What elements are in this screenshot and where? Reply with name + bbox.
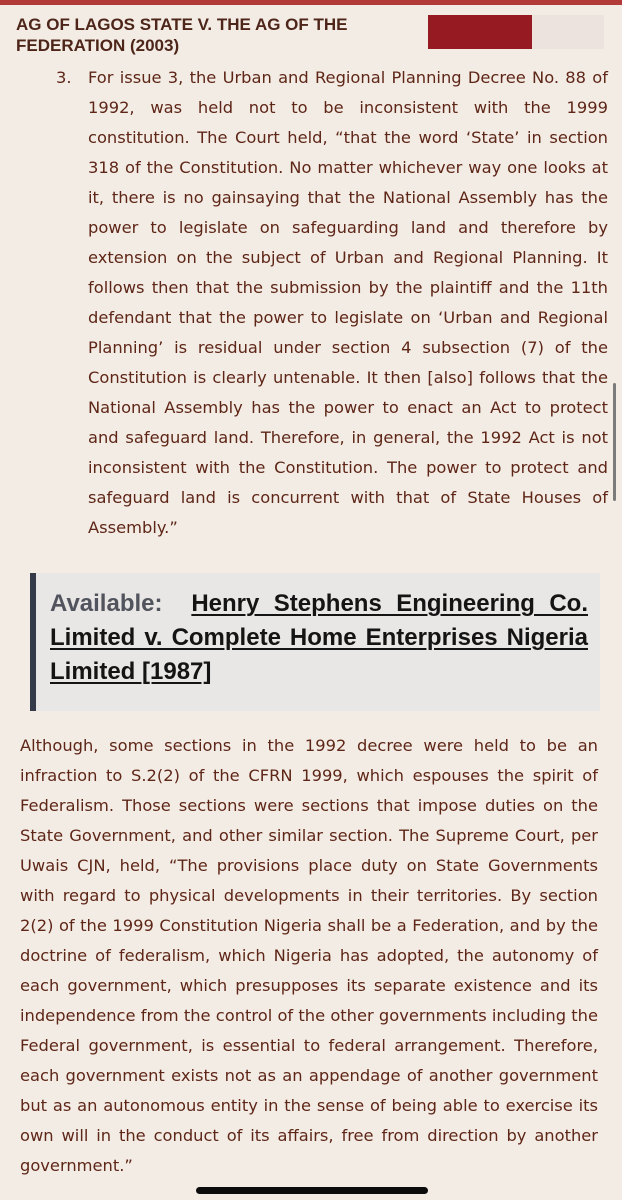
header-action-button[interactable]: [428, 15, 532, 49]
list-item: [56, 63, 608, 543]
article-header: [0, 5, 622, 57]
callout-text: [50, 587, 588, 689]
case-citation-link[interactable]: Henry Stephens Engineering Co. Limited v. Complete Home Enterprises Nigeria Limited [1987]: [50, 590, 588, 685]
home-indicator[interactable]: [196, 1187, 428, 1194]
numbered-list: [56, 63, 608, 543]
page-title: AG OF LAGOS STATE V. THE AG OF THE FEDERATION (2003): [16, 15, 348, 55]
available-callout: [30, 573, 600, 711]
callout-accent-bar: [30, 573, 36, 711]
header-action-group: [428, 15, 604, 49]
list-item-number: 3.: [56, 68, 72, 87]
callout-label: Available:: [50, 590, 163, 617]
body-paragraph: Although, some sections in the 1992 decree were held to be an infraction to S.2(2) of the CFRN 1999, which espouses the spirit of Federalism. Those sections were sections that impose duties on the State Government, and other similar section. The Supreme Court, per Uwais CJN, held, “The provisions place duty on State Governments with regard to physical developments in their territories. By section 2(2) of the 1999 Constitution Nigeria shall be a Federation, and by the doctrine of federalism, which Nigeria has adopted, the autonomy of each government, which presupposes its separate existence and its independence from the control of the other governments including the Federal government, is essential to federal arrangement. Therefore, each government exists not as an appendage of another government but as an autonomous entity in the sense of being able to exercise its own will in the conduct of its affairs, free from direction by another government.”: [20, 736, 598, 1175]
list-item-text: For issue 3, the Urban and Regional Planning Decree No. 88 of 1992, was held not to be inconsistent with the 1999 constitution. The Court held, “that the word ‘State’ in section 318 of the Constitution. No matter whichever way one looks at it, there is no gainsaying that the National Assembly has the power to legislate on safeguarding land and therefore by extension on the subject of Urban and Regional Planning. It follows then that the submission by the plaintiff and the 11th defendant that the power to legislate on ‘Urban and Regional Planning’ is residual under section 4 subsection (7) of the Constitution is clearly untenable. It then [also] follows that the National Assembly has the power to enact an Act to protect and safeguard land. Therefore, in general, the 1992 Act is not inconsistent with the Constitution. The power to protect and safeguard land is concurrent with that of State Houses of Assembly.”: [88, 68, 608, 537]
header-secondary-button[interactable]: [532, 15, 604, 49]
scrollbar-thumb[interactable]: [613, 383, 616, 501]
